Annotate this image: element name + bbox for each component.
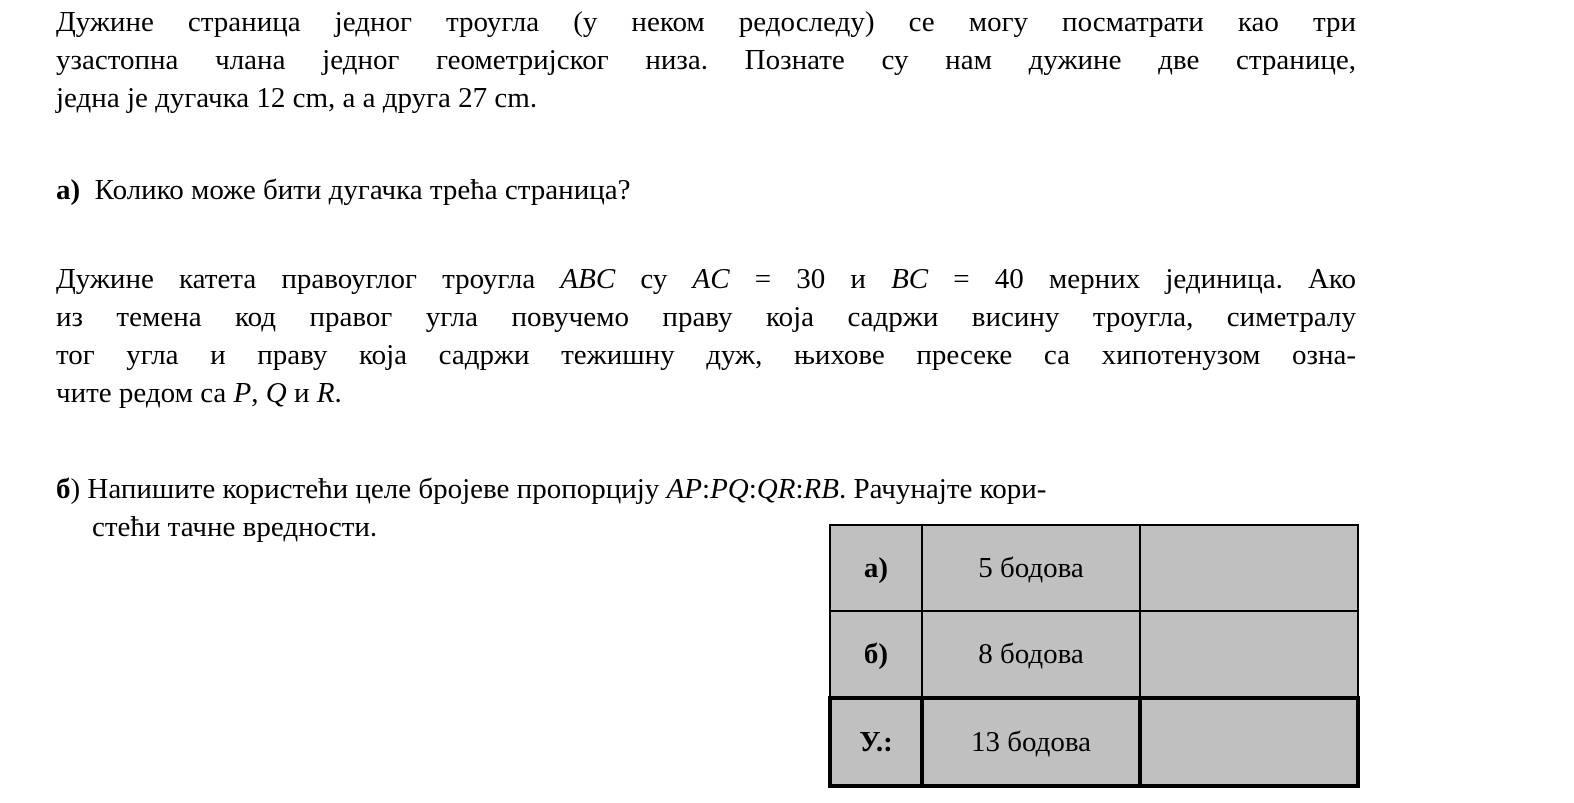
problem-1-text [56, 3, 1356, 117]
ac-value: = 30 и [754, 263, 866, 295]
point-q: Q [265, 377, 287, 409]
segment-qr: QR [756, 473, 796, 505]
question-a-label: а) [56, 174, 81, 206]
leg-ac: AC [692, 263, 730, 295]
score-points: 8 бодова [922, 611, 1140, 698]
score-points: 5 бодова [922, 525, 1140, 611]
score-earned-field[interactable] [1140, 525, 1358, 611]
question-b [56, 470, 1046, 508]
problem-2-line-1-start: Дужине катета правоуглог троугла [56, 263, 536, 295]
question-b-text-end: . Рачунајте кори- [838, 473, 1047, 505]
score-total-points: 13 бодова [922, 698, 1140, 786]
score-table [828, 524, 1360, 788]
problem-1-line-2: узастопна члана једног геометријског низа. Познате су нам дужине две странице, [56, 44, 1356, 76]
segment-pq: PQ [710, 473, 749, 505]
score-total-earned-field[interactable] [1140, 698, 1358, 786]
problem-2-line-4-start: чите редом са [56, 377, 227, 409]
comma: , [251, 377, 259, 409]
question-b-text-start: Напишите користећи целе бројеве пропорцију [87, 473, 660, 505]
point-r: R [316, 377, 335, 409]
score-part-label: б) [830, 611, 922, 698]
problem-2-line-1 [56, 260, 1356, 298]
score-part-label: а) [830, 525, 922, 611]
score-row-a [830, 525, 1358, 611]
problem-2-line-3: тог угла и праву која садржи тежишну дуж, њихове пресеке са хипотенузом озна- [56, 339, 1356, 371]
question-b-line-2: стећи тачне вредности. [92, 511, 378, 543]
segment-ap: AP [666, 473, 702, 505]
problem-2-line-4 [56, 374, 1356, 412]
question-b-label: б [56, 473, 71, 505]
question-b-paren: ) [70, 473, 81, 505]
point-p: P [233, 377, 252, 409]
ratio-colon-1: : [702, 473, 711, 505]
ratio-colon-2: : [748, 473, 757, 505]
score-row-b [830, 611, 1358, 698]
triangle-abc: ABC [560, 263, 616, 295]
segment-rb: RB [803, 473, 839, 505]
problem-1-line-3: једна је дугачка 12 cm, а а друга 27 cm. [56, 82, 538, 114]
period: . [334, 377, 342, 409]
ratio-colon-3: : [795, 473, 804, 505]
score-row-total [830, 698, 1358, 786]
word-su: су [640, 263, 668, 295]
question-a [56, 171, 630, 209]
problem-2-line-2: из темена код правог угла повучемо праву која садржи висину троугла, симетралу [56, 301, 1356, 333]
bc-value: = 40 мерних јединица. Ако [953, 263, 1357, 295]
score-total-label: У.: [830, 698, 922, 786]
score-earned-field[interactable] [1140, 611, 1358, 698]
word-and: и [293, 377, 310, 409]
problem-1-line-1: Дужине страница једног троугла (у неком редоследу) се могу посматрати као три [56, 6, 1356, 38]
question-a-text: Колико може бити дугачка трећа страница? [94, 174, 631, 206]
leg-bc: BC [891, 263, 929, 295]
problem-2-text [56, 260, 1356, 412]
